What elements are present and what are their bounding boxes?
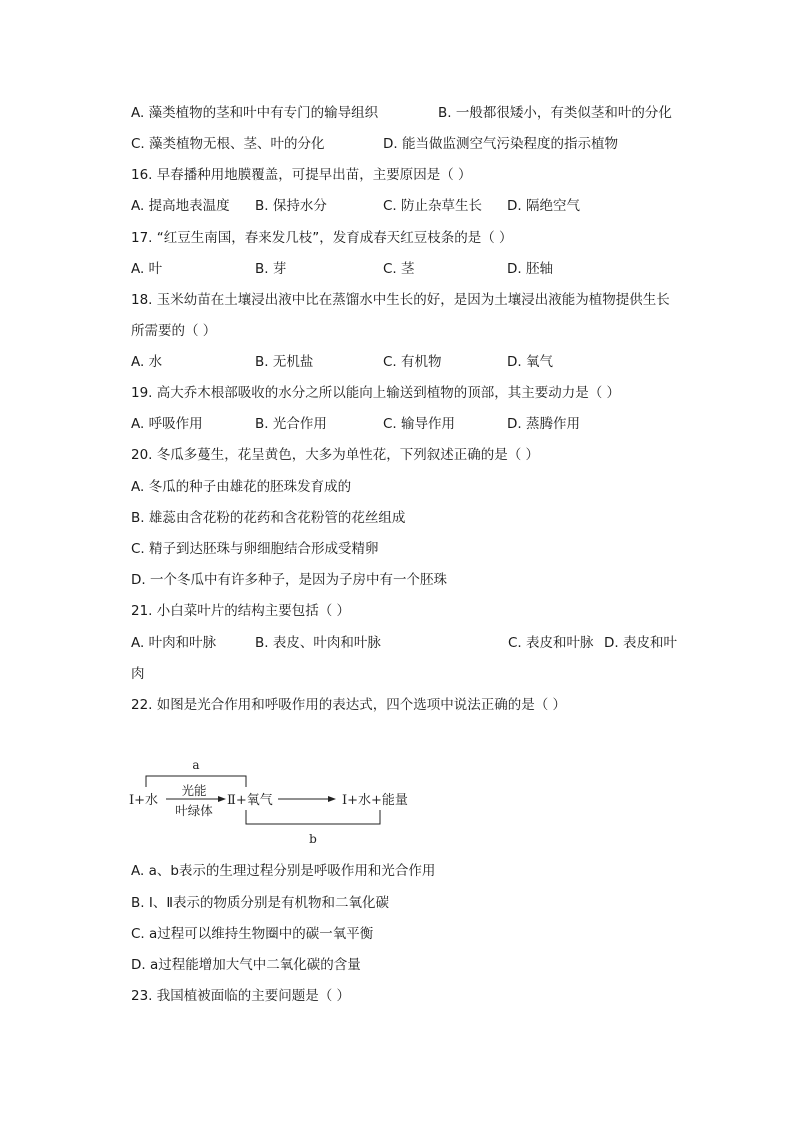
q15-option-d: D. 能当做监测空气污染程度的指示植物 (383, 136, 618, 152)
condition-light-energy: 光能 (181, 783, 207, 798)
label-a: a (192, 758, 200, 772)
q21-option-a: A. 叶肉和叶脉 (131, 635, 217, 651)
q18-stem-line2: 所需要的（ ） (131, 323, 217, 339)
q16-stem: 16. 早春播种用地膜覆盖，可提早出苗，主要原因是（ ） (131, 167, 472, 183)
q18-option-c: C. 有机物 (383, 354, 442, 370)
q15-option-b: B. 一般都很矮小，有类似茎和叶的分化 (438, 105, 672, 121)
q15-option-a: A. 藻类植物的茎和叶中有专门的输导组织 (131, 105, 379, 121)
q22-option-d: D. a过程能增加大气中二氧化碳的含量 (131, 957, 361, 973)
reaction-arrowhead-1 (218, 796, 226, 802)
q21-option-c: C. 表皮和叶脉 (508, 635, 594, 651)
q19-stem: 19. 高大乔木根部吸收的水分之所以能向上输送到植物的顶部，其主要动力是（ ） (131, 385, 621, 401)
q17-option-a: A. 叶 (131, 261, 163, 277)
q20-option-c: C. 精子到达胚珠与卵细胞结合形成受精卵 (131, 541, 379, 557)
condition-chloroplast: 叶绿体 (175, 803, 213, 818)
q22-option-a: A. a、b表示的生理过程分别是呼吸作用和光合作用 (131, 863, 436, 879)
q19-option-a: A. 呼吸作用 (131, 416, 203, 432)
q23-stem: 23. 我国植被面临的主要问题是（ ） (131, 988, 351, 1004)
q16-option-b: B. 保持水分 (255, 198, 327, 214)
q17-stem: 17. “红豆生南国，春来发几枝”，发育成春天红豆枝条的是（ ） (131, 230, 513, 246)
q17-option-c: C. 茎 (383, 261, 415, 277)
reaction-arrowhead-2 (328, 796, 336, 802)
q17-option-b: B. 芽 (255, 261, 287, 277)
q18-option-d: D. 氧气 (507, 354, 553, 370)
label-b: b (309, 832, 317, 846)
q16-option-a: A. 提高地表温度 (131, 198, 230, 214)
q21-option-d: D. 表皮和叶 (604, 635, 677, 651)
q22-option-b: B. Ⅰ、Ⅱ表示的物质分别是有机物和二氧化碳 (131, 895, 389, 911)
q16-option-c: C. 防止杂草生长 (383, 198, 483, 214)
q20-option-a: A. 冬瓜的种子由雄花的胚珠发育成的 (131, 479, 352, 495)
photosynthesis-respiration-diagram (126, 752, 426, 848)
middle-text: Ⅱ+氧气 (227, 793, 273, 808)
q16-option-d: D. 隔绝空气 (507, 198, 580, 214)
q18-stem-line1: 18. 玉米幼苗在土壤浸出液中比在蒸馏水中生长的好，是因为土壤浸出液能为植物提供生长 (131, 292, 670, 308)
q20-option-b: B. 雄蕊由含花粉的花药和含花粉管的花丝组成 (131, 510, 406, 526)
q21-option-b: B. 表皮、叶肉和叶脉 (255, 635, 381, 651)
q20-option-d: D. 一个冬瓜中有许多种子，是因为子房中有一个胚珠 (131, 572, 447, 588)
product-text: Ⅰ+水+能量 (342, 793, 408, 808)
q19-option-c: C. 输导作用 (383, 416, 456, 432)
q21-stem: 21. 小白菜叶片的结构主要包括（ ） (131, 603, 351, 619)
q19-option-b: B. 光合作用 (255, 416, 327, 432)
q19-option-d: D. 蒸腾作用 (507, 416, 580, 432)
q17-option-d: D. 胚轴 (507, 261, 553, 277)
bracket-b (246, 810, 380, 824)
q18-option-b: B. 无机盐 (255, 354, 314, 370)
q22-stem: 22. 如图是光合作用和呼吸作用的表达式，四个选项中说法正确的是（ ） (131, 697, 567, 713)
q15-option-c: C. 藻类植物无根、茎、叶的分化 (131, 136, 325, 152)
q18-option-a: A. 水 (131, 354, 163, 370)
q22-option-c: C. a过程可以维持生物圈中的碳一氧平衡 (131, 926, 374, 942)
q20-stem: 20. 冬瓜多蔓生，花呈黄色，大多为单性花，下列叙述正确的是（ ） (131, 447, 540, 463)
reactant-text: Ⅰ+水 (129, 793, 159, 808)
q21-option-d-continued: 肉 (131, 666, 145, 682)
